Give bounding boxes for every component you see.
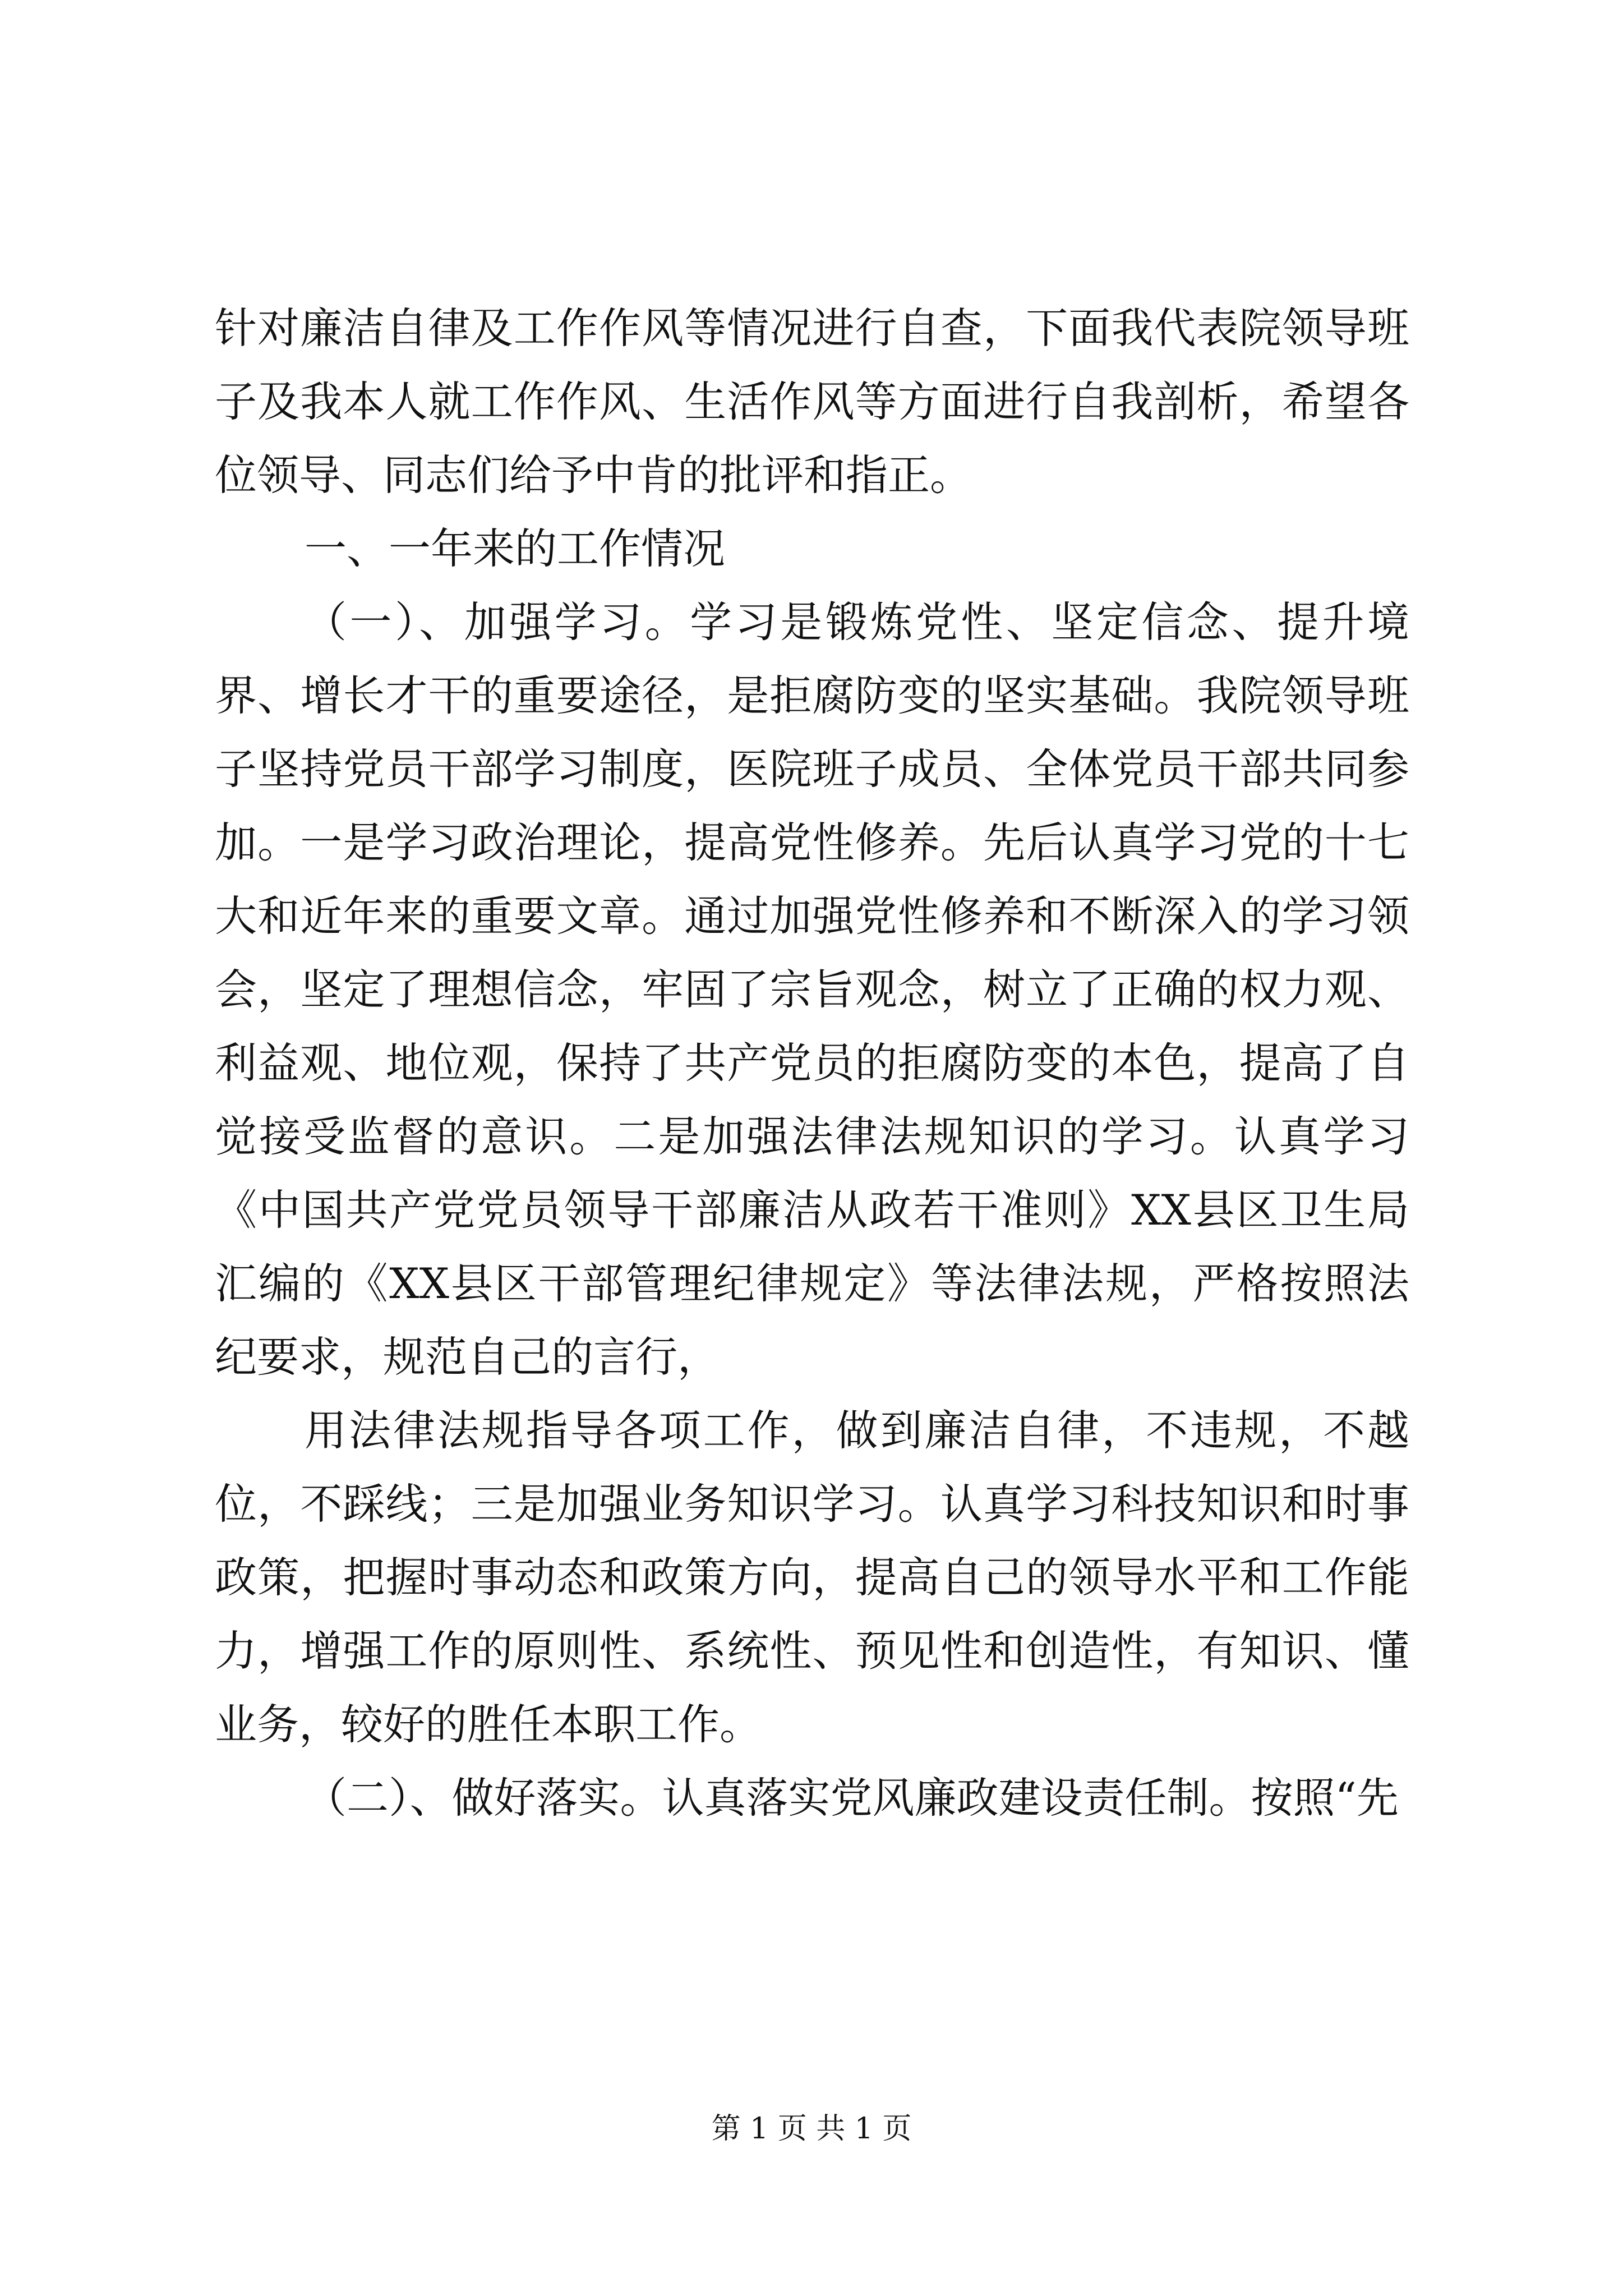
section-heading-work-overview: 一、一年来的工作情况 bbox=[305, 524, 726, 573]
document-body bbox=[215, 292, 1409, 1835]
page-footer: 第 1 页 共 1 页 bbox=[711, 2112, 912, 2146]
paragraph-intro: 针对廉洁自律及工作作风等情况进行自查，下面我代表院领导班子及我本人就工作作风、生活作风等方面进行自我剖析，希望各位领导、同志们给予中肯的批评和指正。 bbox=[215, 303, 1409, 500]
paragraph-implementation: （二）、做好落实。认真落实党风廉政建设责任制。按照“先 bbox=[305, 1773, 1399, 1823]
paragraph-law-guidance: 用法律法规指导各项工作，做到廉洁自律，不违规，不越位，不踩线；三是加强业务知识学习。认真学习科技知识和时事政策，把握时事动态和政策方向，提高自己的领导水平和工作能力，增强工作的原则性、系统性、预见性和创造性，有知识、懂业务，较好的胜任本职工作。 bbox=[215, 1406, 1409, 1749]
paragraph-strengthen-study: （一）、加强学习。学习是锻炼党性、坚定信念、提升境界、增长才干的重要途径，是拒腐防变的坚实基础。我院领导班子坚持党员干部学习制度，医院班子成员、全体党员干部共同参加。一是学习政治理论，提高党性修养。先后认真学习党的十七大和近年来的重要文章。通过加强党性修养和不断深入的学习领会，坚定了理想信念，牢固了宗旨观念，树立了正确的权力观、利益观、地位观，保持了共产党员的拒腐防变的本色，提高了自觉接受监督的意识。二是加强法律法规知识的学习。认真学习《中国共产党党员领导干部廉洁从政若干准则》XX县区卫生局汇编的《XX县区干部管理纪律规定》等法律法规，严格按照法纪要求，规范自己的言行， bbox=[215, 597, 1409, 1382]
